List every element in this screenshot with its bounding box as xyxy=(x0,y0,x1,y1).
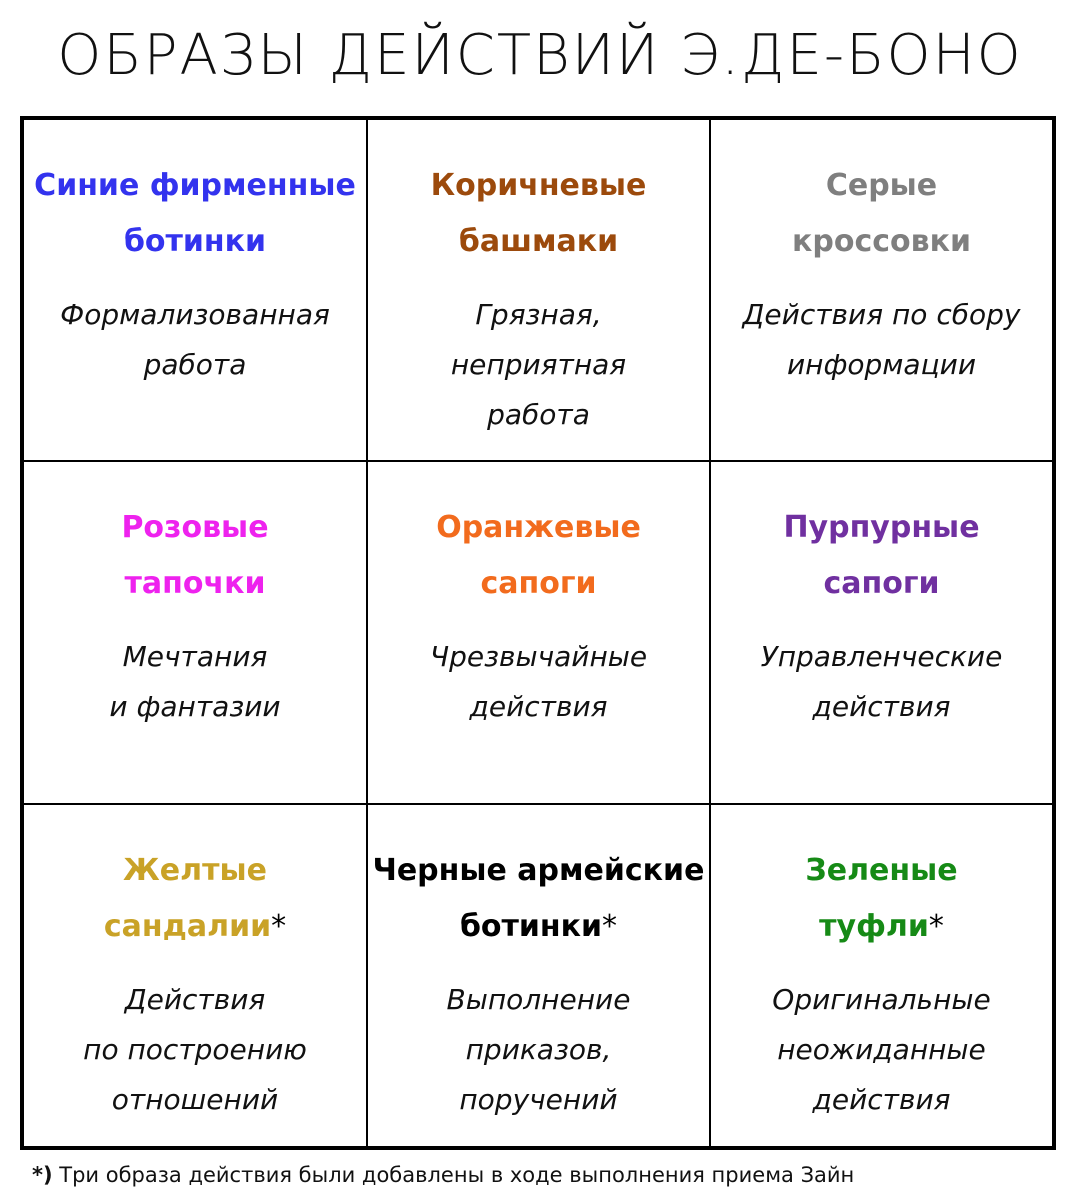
asterisk-mark: * xyxy=(602,909,618,944)
description-line: Формализованная xyxy=(60,298,330,331)
grid-cell xyxy=(711,120,1052,462)
shoe-name xyxy=(711,843,1052,955)
shoe-name xyxy=(368,158,709,270)
grid-cell xyxy=(24,805,368,1146)
shoe-name-line xyxy=(368,556,709,612)
shoe-name-line xyxy=(711,214,1052,270)
shoe-name-line: Зеленые xyxy=(805,853,958,888)
shoe-name-line: Желтые xyxy=(123,853,267,888)
grid-cell xyxy=(711,462,1052,805)
shoe-name xyxy=(711,500,1052,612)
shoe-name-line xyxy=(711,899,1052,955)
shoe-name-line xyxy=(24,556,366,612)
description-line: действия xyxy=(812,690,951,723)
shoe-name-text: туфли xyxy=(819,909,929,944)
action-description xyxy=(368,290,709,440)
description-line: действия xyxy=(469,690,608,723)
description-line: Грязная, xyxy=(475,298,602,331)
description-line: действия xyxy=(812,1083,951,1116)
shoe-name-text: сандалии xyxy=(103,909,272,944)
shoe-name-text: ботинки xyxy=(123,224,267,259)
footnote xyxy=(32,1160,854,1190)
shoe-name xyxy=(24,500,366,612)
footnote-text: Три образа действия были добавлены в ходе выполнения приема Зайн xyxy=(52,1163,855,1187)
description-line: неожиданные xyxy=(777,1033,986,1066)
description-line: работа xyxy=(143,348,247,381)
shoe-name-line xyxy=(24,899,366,955)
footnote-mark: *) xyxy=(32,1163,53,1187)
action-description xyxy=(368,632,709,732)
action-description xyxy=(24,632,366,732)
description-line: приказов, xyxy=(465,1033,612,1066)
shoe-name-text: сапоги xyxy=(480,566,597,601)
shoe-name-text: башмаки xyxy=(458,224,619,259)
description-line: Мечтания xyxy=(122,640,268,673)
shoe-name-line: Черные армейские xyxy=(372,853,705,888)
action-description xyxy=(368,975,709,1125)
shoe-name-line: Оранжевые xyxy=(436,510,641,545)
shoe-name-line: Синие фирменные xyxy=(34,168,356,203)
shoe-name-text: кроссовки xyxy=(792,224,971,259)
shoe-name xyxy=(711,158,1052,270)
shoe-name xyxy=(368,500,709,612)
action-modes-grid xyxy=(20,116,1056,1150)
description-line: информации xyxy=(786,348,977,381)
grid-cell xyxy=(711,805,1052,1146)
description-line: работа xyxy=(487,398,590,431)
action-description xyxy=(711,632,1052,732)
page-title: ОБРАЗЫ ДЕЙСТВИЙ Э.ДЕ-БОНО xyxy=(57,23,1023,88)
shoe-name-line xyxy=(24,214,366,270)
action-description xyxy=(24,975,366,1125)
description-line: неприятная xyxy=(450,348,627,381)
description-line: Оригинальные xyxy=(772,983,991,1016)
description-line: Действия xyxy=(124,983,266,1016)
description-line: Управленческие xyxy=(760,640,1003,673)
shoe-name-text: сапоги xyxy=(823,566,940,601)
description-line: по построению xyxy=(83,1033,307,1066)
shoe-name xyxy=(24,843,366,955)
grid-cell xyxy=(24,462,368,805)
grid-cell xyxy=(368,120,711,462)
shoe-name-line: Пурпурные xyxy=(783,510,980,545)
action-description xyxy=(711,290,1052,390)
shoe-name-line: Коричневые xyxy=(430,168,647,203)
action-description xyxy=(24,290,366,390)
description-line: Выполнение xyxy=(446,983,631,1016)
description-line: отношений xyxy=(111,1083,279,1116)
shoe-name-text: ботинки xyxy=(459,909,603,944)
shoe-name xyxy=(24,158,366,270)
description-line: и фантазии xyxy=(109,690,281,723)
grid-cell xyxy=(368,805,711,1146)
shoe-name-line: Розовые xyxy=(121,510,269,545)
asterisk-mark: * xyxy=(271,909,287,944)
description-line: поручений xyxy=(459,1083,618,1116)
description-line: Действия по сбору xyxy=(742,298,1021,331)
grid-cell xyxy=(368,462,711,805)
description-line: Чрезвычайные xyxy=(429,640,648,673)
action-description xyxy=(711,975,1052,1125)
shoe-name-line xyxy=(711,556,1052,612)
shoe-name-line xyxy=(368,214,709,270)
asterisk-mark: * xyxy=(928,909,944,944)
shoe-name-text: тапочки xyxy=(124,566,266,601)
shoe-name xyxy=(368,843,709,955)
grid-cell xyxy=(24,120,368,462)
shoe-name-line: Серые xyxy=(825,168,938,203)
shoe-name-line xyxy=(368,899,709,955)
